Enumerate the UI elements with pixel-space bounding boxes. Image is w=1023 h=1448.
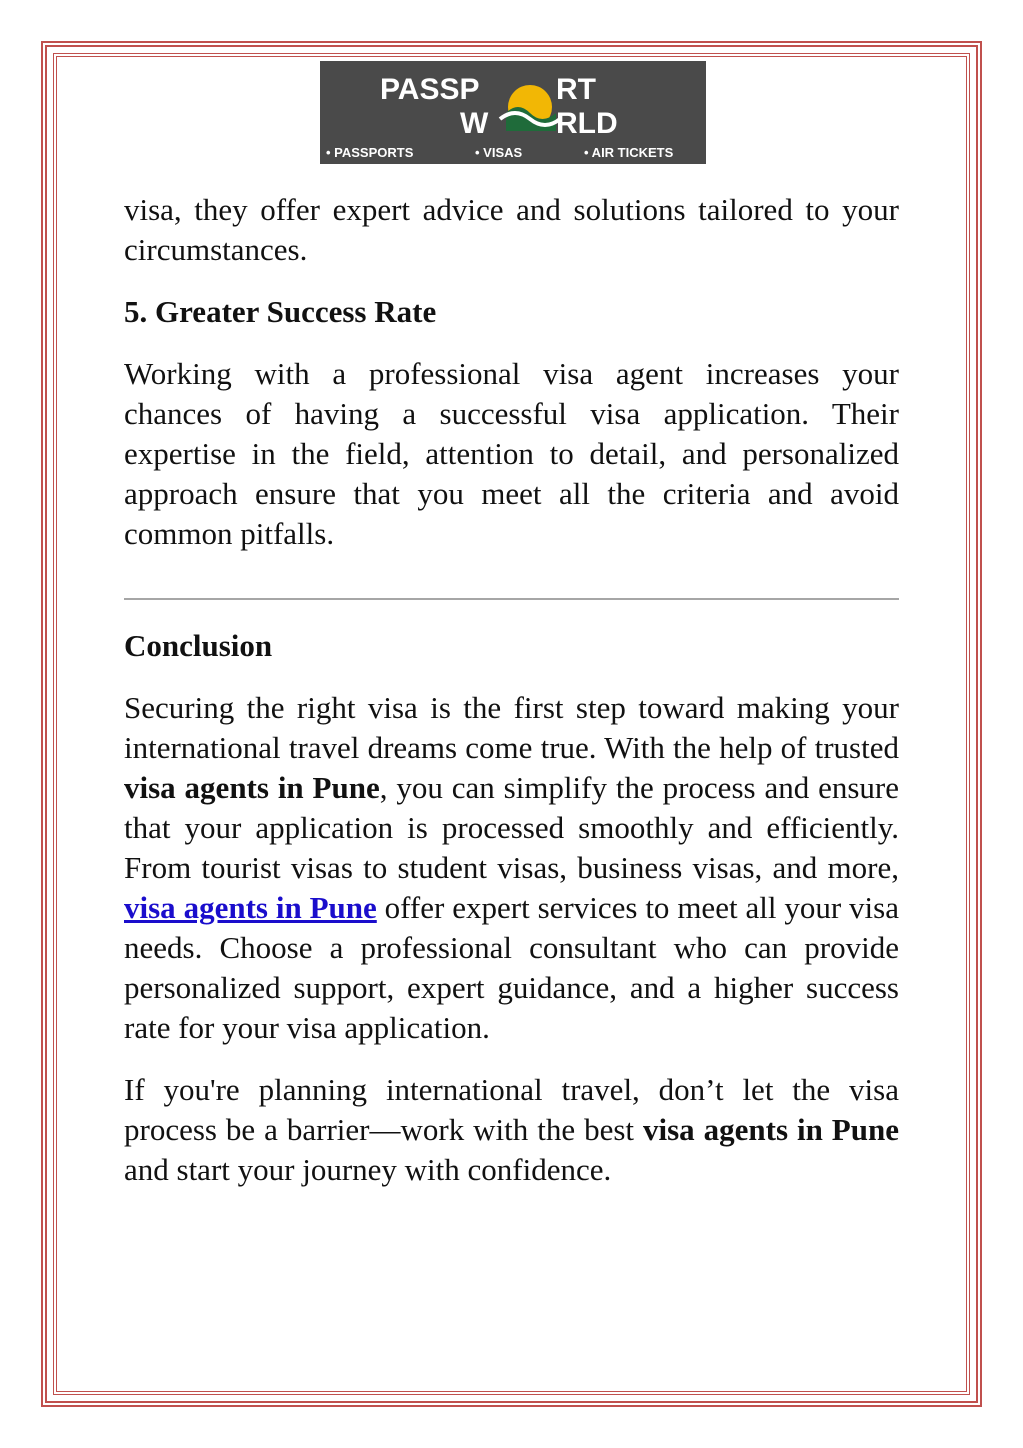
- logo-text-line1-right: RT: [556, 73, 596, 106]
- logo-tagline-passports: • PASSPORTS: [326, 145, 414, 160]
- logo-text-line2-right: RLD: [556, 107, 618, 140]
- conclusion-p1-text-a: Securing the right visa is the first step toward making your international travel dreams come true. With the help of trusted: [124, 690, 899, 765]
- conclusion-heading: Conclusion: [124, 628, 273, 663]
- visa-agents-pune-link[interactable]: visa agents in Pune: [124, 890, 377, 925]
- intro-paragraph: visa, they offer expert advice and solutions tailored to your circumstances.: [124, 192, 899, 267]
- conclusion-p2-bold: visa agents in Pune: [642, 1112, 899, 1147]
- conclusion-p1-text-d: offer expert services to meet all your visa needs. Choose a professional consultant who can provide personalized support, expert guidance, and a higher success rate for your visa application.: [124, 890, 899, 1045]
- logo-tagline-air-tickets: • AIR TICKETS: [584, 145, 674, 160]
- section-5-heading: 5. Greater Success Rate: [124, 294, 437, 329]
- conclusion-p1-bold: visa agents in Pune: [124, 770, 380, 805]
- conclusion-paragraph-2: [124, 1070, 899, 1190]
- document-body: [124, 190, 899, 1212]
- conclusion-paragraph-1: [124, 688, 899, 1048]
- passport-world-logo: [320, 61, 706, 164]
- conclusion-p2-text-c: and start your journey with confidence.: [124, 1152, 612, 1187]
- logo-text-line2-left: W: [460, 107, 489, 140]
- section-divider: [124, 598, 899, 600]
- section-5-paragraph: Working with a professional visa agent increases your chances of having a successful visa application. Their expertise in the field, attention to detail, and personalized approach ensure that you meet all the criteria and avoid common pitfalls.: [124, 356, 899, 551]
- conclusion-p1-text-c: , you can simplify the process and ensure that your application is processed smoothly and efficiently. From tourist visas to student visas, business visas, and more,: [124, 770, 899, 885]
- logo-tagline-visas: • VISAS: [475, 145, 523, 160]
- logo-text-line1-left: PASSP: [380, 73, 480, 106]
- conclusion-p2-text-a: If you're planning international travel, don’t let the visa process be a barrier—work with the best: [124, 1072, 899, 1147]
